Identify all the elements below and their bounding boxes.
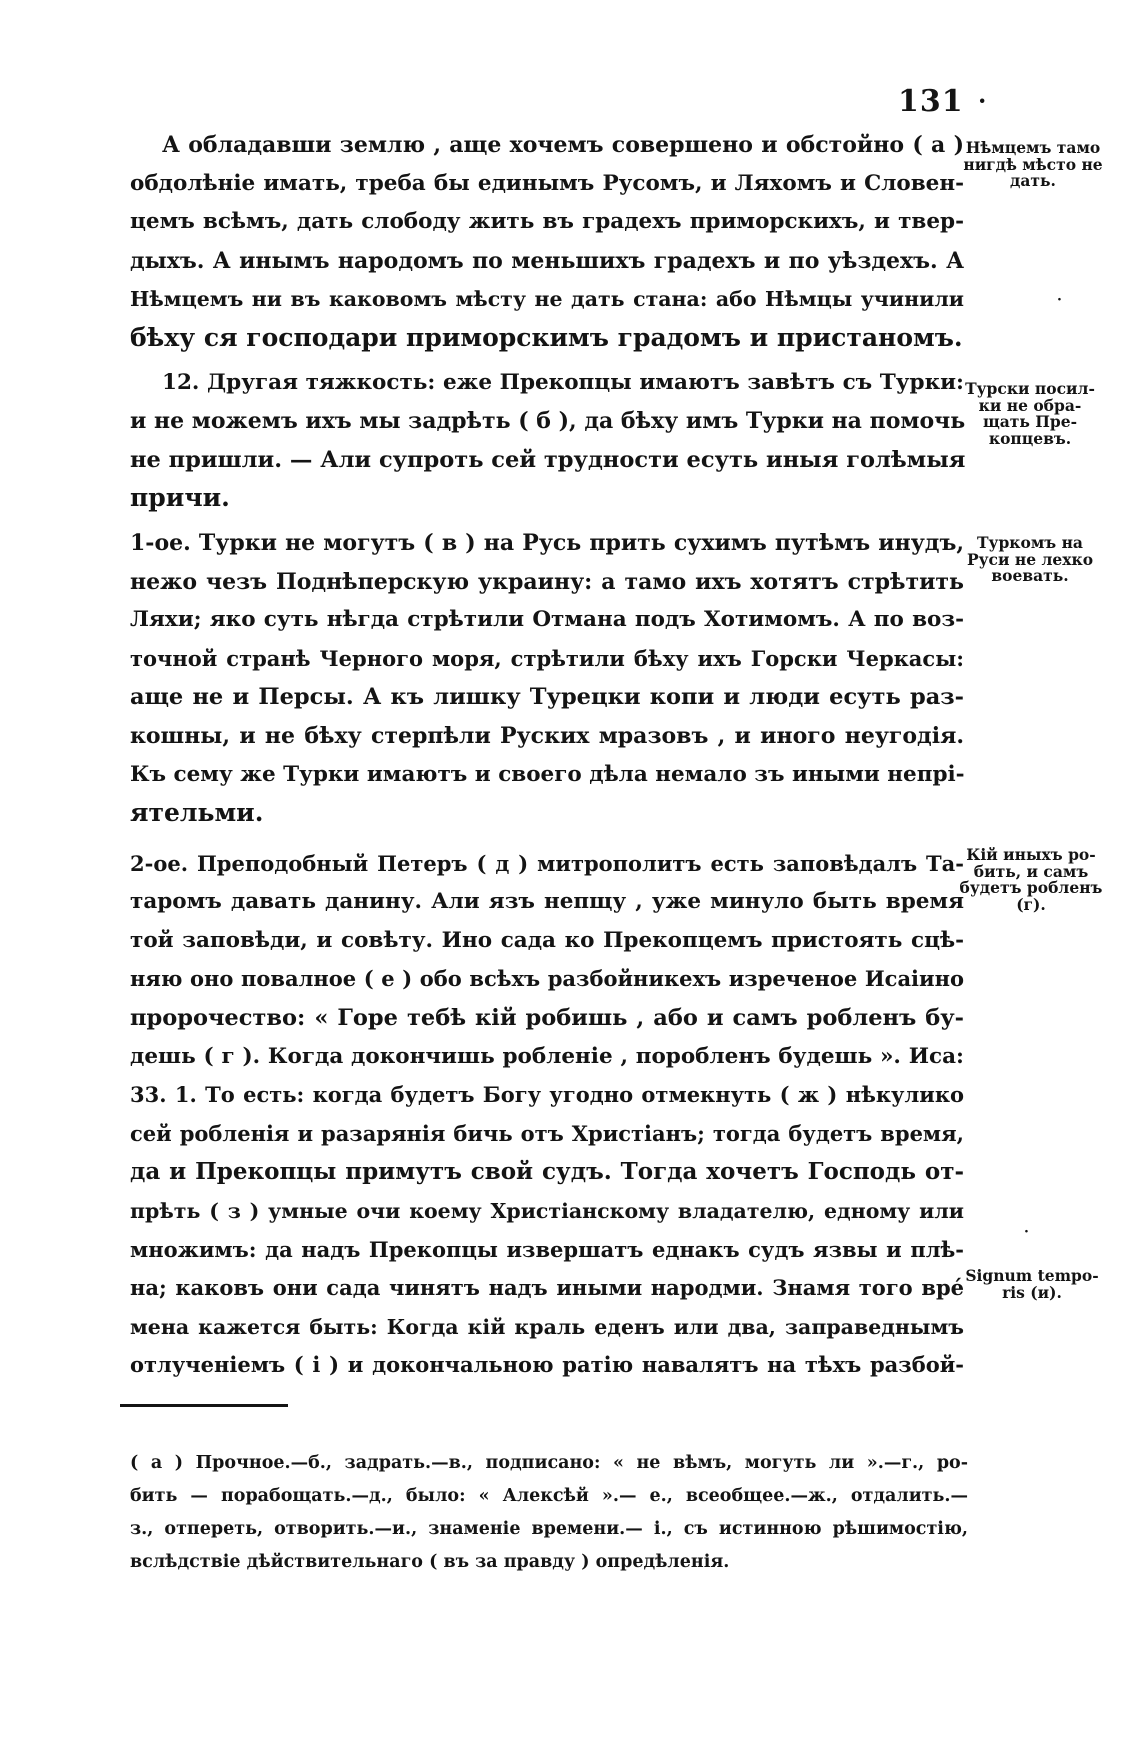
text-line: той заповѣди, и совѣту. Ино сада ко Прекопцемъ пристоять сцѣ- bbox=[130, 927, 964, 953]
page-number-dot: · bbox=[978, 86, 987, 115]
margin-note-line: Signum tempo- bbox=[965, 1266, 1099, 1285]
text-line: прѣть ( з ) умные очи коему Христіанскому владателю, едному или bbox=[130, 1199, 964, 1224]
margin-note-line: Нѣмцемъ тамо bbox=[965, 138, 1101, 157]
margin-note-line: бить, и самъ bbox=[973, 861, 1089, 881]
footnote-line: вслѣдствіе дѣйствительнаго ( въ за правду ) опредѣленія. bbox=[130, 1552, 730, 1572]
text-line: дыхъ. А инымъ народомъ по меньшихъ градехъ и по уѣздехъ. А bbox=[130, 247, 964, 274]
text-line: нежо чезъ Поднѣперскую украину: а тамо ихъ хотятъ стрѣтить bbox=[130, 568, 964, 595]
margin-note-3 bbox=[960, 535, 1100, 585]
text-line: 33. 1. То есть: когда будетъ Богу угодно отмекнуть ( ж ) нѣкулико bbox=[130, 1082, 964, 1108]
text-line: причи. bbox=[130, 483, 230, 513]
text-line: 1-ое. Турки не могутъ ( в ) на Русь прить сухимъ путѣмъ инудъ, bbox=[130, 529, 964, 556]
text-line: 2-ое. Преподобный Петеръ ( д ) митрополитъ есть заповѣдалъ Та- bbox=[130, 850, 964, 876]
footnote-line: бить — порабощать.—д., было: « Алексѣй ».— е., всеобщее.—ж., отдалить.— bbox=[130, 1486, 968, 1506]
margin-note-line: Руси не лехко bbox=[966, 549, 1094, 569]
margin-note-line: Туркомъ на bbox=[977, 533, 1083, 552]
margin-note-line: ris (и). bbox=[1002, 1282, 1062, 1302]
margin-note-line: копцевъ. bbox=[988, 428, 1072, 448]
text-line: точной странѣ Черного моря, стрѣтили бѣху ихъ Горски Черкасы: bbox=[130, 645, 964, 671]
text-line: А обладавши землю , аще хочемъ совершено и обстойно ( а ) bbox=[162, 132, 964, 158]
text-line: таромъ давать данину. Али язъ непщу , уже минуло быть время bbox=[130, 889, 964, 915]
text-line: цемъ всѣмъ, дать слободу жить въ градехъ приморскихъ, и твер- bbox=[130, 209, 964, 235]
text-line: бѣху ся господари приморскимъ градомъ и пристаномъ. bbox=[130, 322, 963, 352]
text-line: и не можемъ ихъ мы задрѣть ( б ), да бѣху имъ Турки на помочь bbox=[130, 408, 966, 435]
margin-note-line: будетъ робленъ bbox=[959, 878, 1103, 897]
text-line: сей робленія и разарянія бичь отъ Христіанъ; тогда будетъ время, bbox=[130, 1120, 964, 1146]
margin-note-line: дать. bbox=[1010, 171, 1056, 190]
text-line: на; каковъ они сада чинятъ надъ иными народми. Знамя того врé bbox=[130, 1275, 964, 1301]
text-line: не пришли. — Али супроть сей трудности есуть иныя голѣмыя bbox=[130, 446, 966, 473]
footnote-line: з., отпереть, отворить.—и., знаменіе времени.— і., съ истинною рѣшимостію, bbox=[130, 1519, 968, 1539]
ink-speck: · bbox=[1024, 1224, 1029, 1240]
text-line: пророчество: « Горе тебѣ кій робишь , або и самъ робленъ бу- bbox=[130, 1005, 964, 1032]
margin-note-line: (г). bbox=[1016, 894, 1046, 914]
margin-note-line: ки не обра- bbox=[978, 395, 1082, 415]
text-line: ятельми. bbox=[130, 798, 264, 828]
text-line: аще не и Персы. А къ лишку Турецки копи и люди есуть раз- bbox=[130, 684, 964, 711]
page-number: 131 bbox=[898, 84, 964, 119]
main-text bbox=[130, 126, 964, 1385]
footnote-line: ( а ) Прочное.—б., задрать.—в., подписано: « не вѣмъ, могуть ли ».—г., ро- bbox=[130, 1453, 968, 1473]
text-line: да и Прекопцы примутъ свой судъ. Тогда хочетъ Господь от- bbox=[130, 1158, 964, 1186]
text-line: Ляхи; яко суть нѣгда стрѣтили Отмана подъ Хотимомъ. А по воз- bbox=[130, 607, 964, 633]
text-line: множимъ: да надъ Прекопцы извершатъ еднакъ судъ язвы и плѣ- bbox=[130, 1236, 964, 1262]
text-line: кошны, и не бѣху стерпѣли Руских мразовъ , и иного неугодія. bbox=[130, 722, 964, 749]
text-line: дешь ( г ). Когда докончишь робленіе , пороблeнъ будешь ». Иса: bbox=[130, 1043, 964, 1069]
text-line: Нѣмцемъ ни въ каковомъ мѣсту не дать стана: або Нѣмцы учинили bbox=[130, 287, 964, 312]
text-line: няю оно повалное ( е ) обо всѣхъ разбойникехъ изреченое Исаіино bbox=[130, 966, 964, 992]
text-line: 12. Другая тяжкость: еже Прекопцы имаютъ завѣтъ съ Турки: bbox=[162, 369, 964, 395]
margin-note-line: воевать. bbox=[991, 566, 1069, 585]
text-line: обдолѣніе имать, треба бы единымъ Русомъ, и Ляхомъ и Словен- bbox=[130, 170, 964, 196]
margin-note-2 bbox=[960, 381, 1100, 447]
margin-note-1 bbox=[958, 140, 1108, 190]
text-line: мена кажется быть: Когда кій краль еденъ или два, заправеднымъ bbox=[130, 1314, 964, 1339]
margin-note-line: щать Пре- bbox=[982, 412, 1078, 431]
text-line: отлученіемъ ( і ) и докончальною ратію навалятъ на тѣхъ разбой- bbox=[130, 1352, 964, 1378]
margin-note-5 bbox=[962, 1268, 1102, 1301]
ink-speck: · bbox=[1057, 292, 1062, 308]
footnotes bbox=[130, 1447, 968, 1579]
text-line: Къ сему же Турки имаютъ и своего дѣла немало зъ иными непрі- bbox=[130, 761, 965, 787]
margin-note-4 bbox=[956, 847, 1106, 913]
margin-note-line: Кій иныхъ ро- bbox=[966, 845, 1096, 864]
footnote-divider bbox=[120, 1404, 288, 1407]
margin-note-line: Турски посил- bbox=[965, 379, 1095, 398]
margin-note-line: нигдѣ мѣсто не bbox=[963, 154, 1103, 174]
